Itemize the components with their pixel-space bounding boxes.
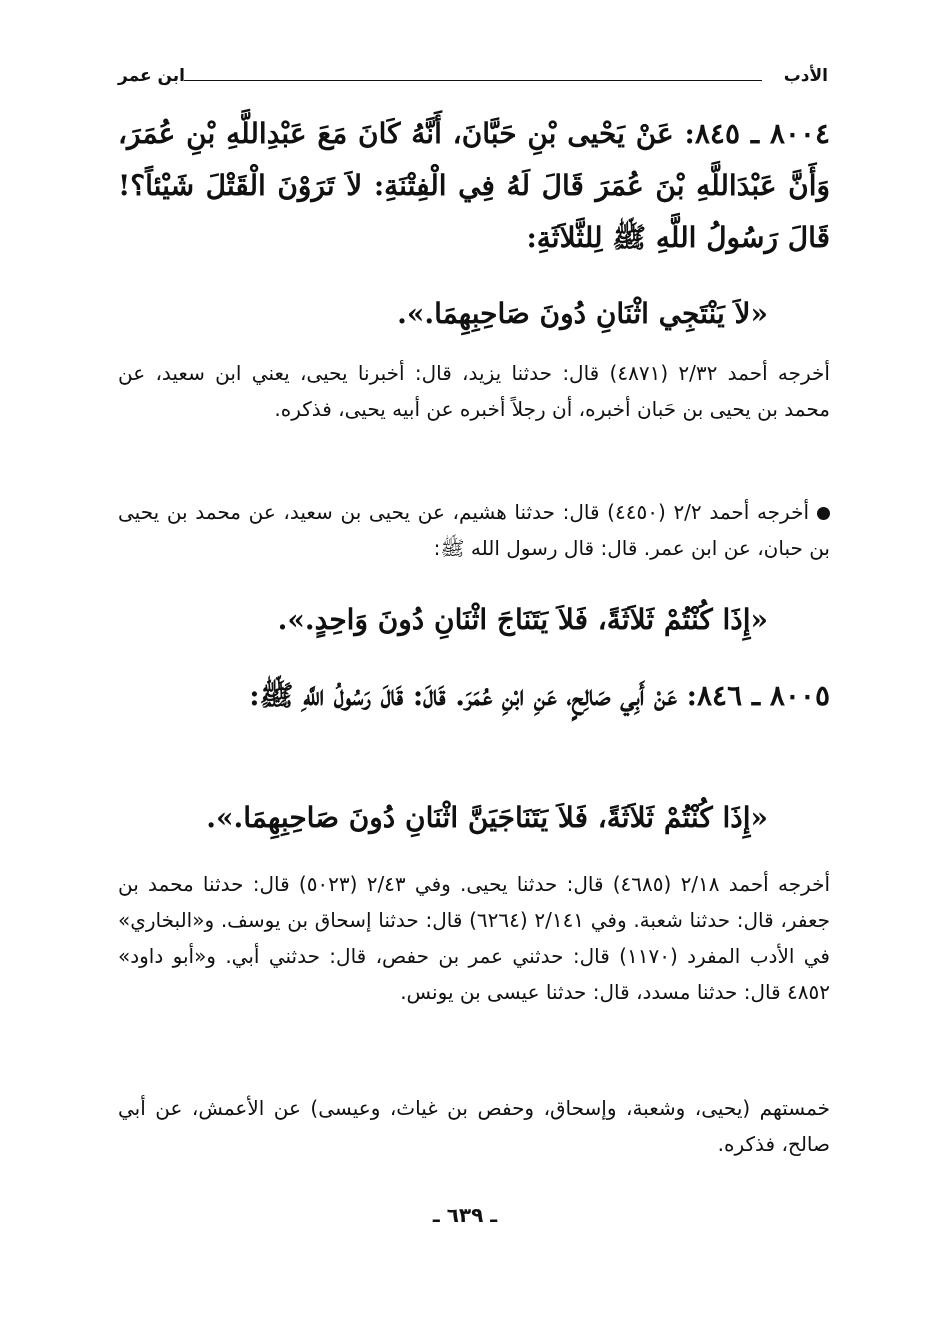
hadith-text: ٨٠٠٥ ـ ٨٤٦: عَنْ أَبِي صَالِحٍ، عَنِ ابْنِ عُمَرَ. قَالَ: قَالَ رَسُولُ اللَّهِ ﷺ: [249, 679, 830, 712]
hadith-matn: «لاَ يَنْتَجِي اثْنَانِ دُونَ صَاحِبِهِمَا.». [397, 297, 768, 330]
takhrij-paragraph: أخرجه أحمد ٢/١٨ (٤٦٨٥) قال: حدثنا يحيى. وفي ٢/٤٣ (٥٠٢٣) قال: حدثنا محمد بن جعفر، قال: حدثنا شعبة. وفي ٢/١٤١ (٦٢٦٤) قال: حدثنا إسحاق بن يوسف. و«البخاري» في الأدب المفرد (١١٧٠) قال: حدثني عمر بن حفص، قال: حدثني أبي. و«أبو داود» ٤٨٥٢ قال: حدثنا مسدد، قال: حدثنا عيسى بن يونس. [118, 872, 831, 1004]
header-rule [184, 80, 762, 81]
running-header [118, 66, 828, 96]
hadith-text: ٨٠٠٤ ـ ٨٤٥: عَنْ يَحْيى بْنِ حَبَّانَ، أَنَّهُ كَانَ مَعَ عَبْدِاللَّهِ بْنِ عُمَرَ، وَأَنَّ عَبْدَاللَّهِ بْنَ عُمَرَ قَالَ لَهُ فِي الْفِتْنَةِ: لاَ تَرَوْنَ الْقَتْلَ شَيْئاً؟! قَالَ رَسُولُ اللَّهِ ﷺ لِلثَّلاَثَةِ: [118, 117, 830, 254]
takhrij-paragraph: أخرجه أحمد ٢/٣٢ (٤٨٧١) قال: حدثنا يزيد، قال: أخبرنا يحيى، يعني ابن سعيد، عن محمد بن يحيى بن حَبان أخبره، أن رجلاً أخبره عن أبيه يحيى، فذكره. [118, 361, 830, 421]
page-number: ـ ٦٣٩ ـ [432, 1203, 498, 1227]
takhrij-paragraph [118, 494, 830, 566]
hadith-matn: «إِذَا كُنْتُمْ ثَلاَثَةً، فَلاَ يَتَنَاجَيَنَّ اثْنَانِ دُونَ صَاحِبِهِمَا.». [206, 801, 768, 834]
takhrij-paragraph: خمستهم (يحيى، وشعبة، وإسحاق، وحفص بن غياث، وعيسى) عن الأعمش، عن أبي صالح، فذكره. [118, 1096, 830, 1156]
header-narrator-title: ابن عمر [118, 66, 186, 86]
hadith-matn: «إِذَا كُنْتُمْ ثَلاَثَةً، فَلاَ يَتَنَاجَ اثْنَانِ دُونَ وَاحِدٍ.». [277, 603, 768, 636]
takhrij-text: أخرجه أحمد ٢/٢ (٤٤٥٠) قال: حدثنا هشيم، عن يحيى بن سعيد، عن محمد بن يحيى بن حبان، عن ابن عمر. قال: قال رسول الله ﷺ: [118, 500, 830, 560]
header-chapter-title: الأدب [783, 66, 828, 86]
bullet-icon [817, 507, 830, 520]
